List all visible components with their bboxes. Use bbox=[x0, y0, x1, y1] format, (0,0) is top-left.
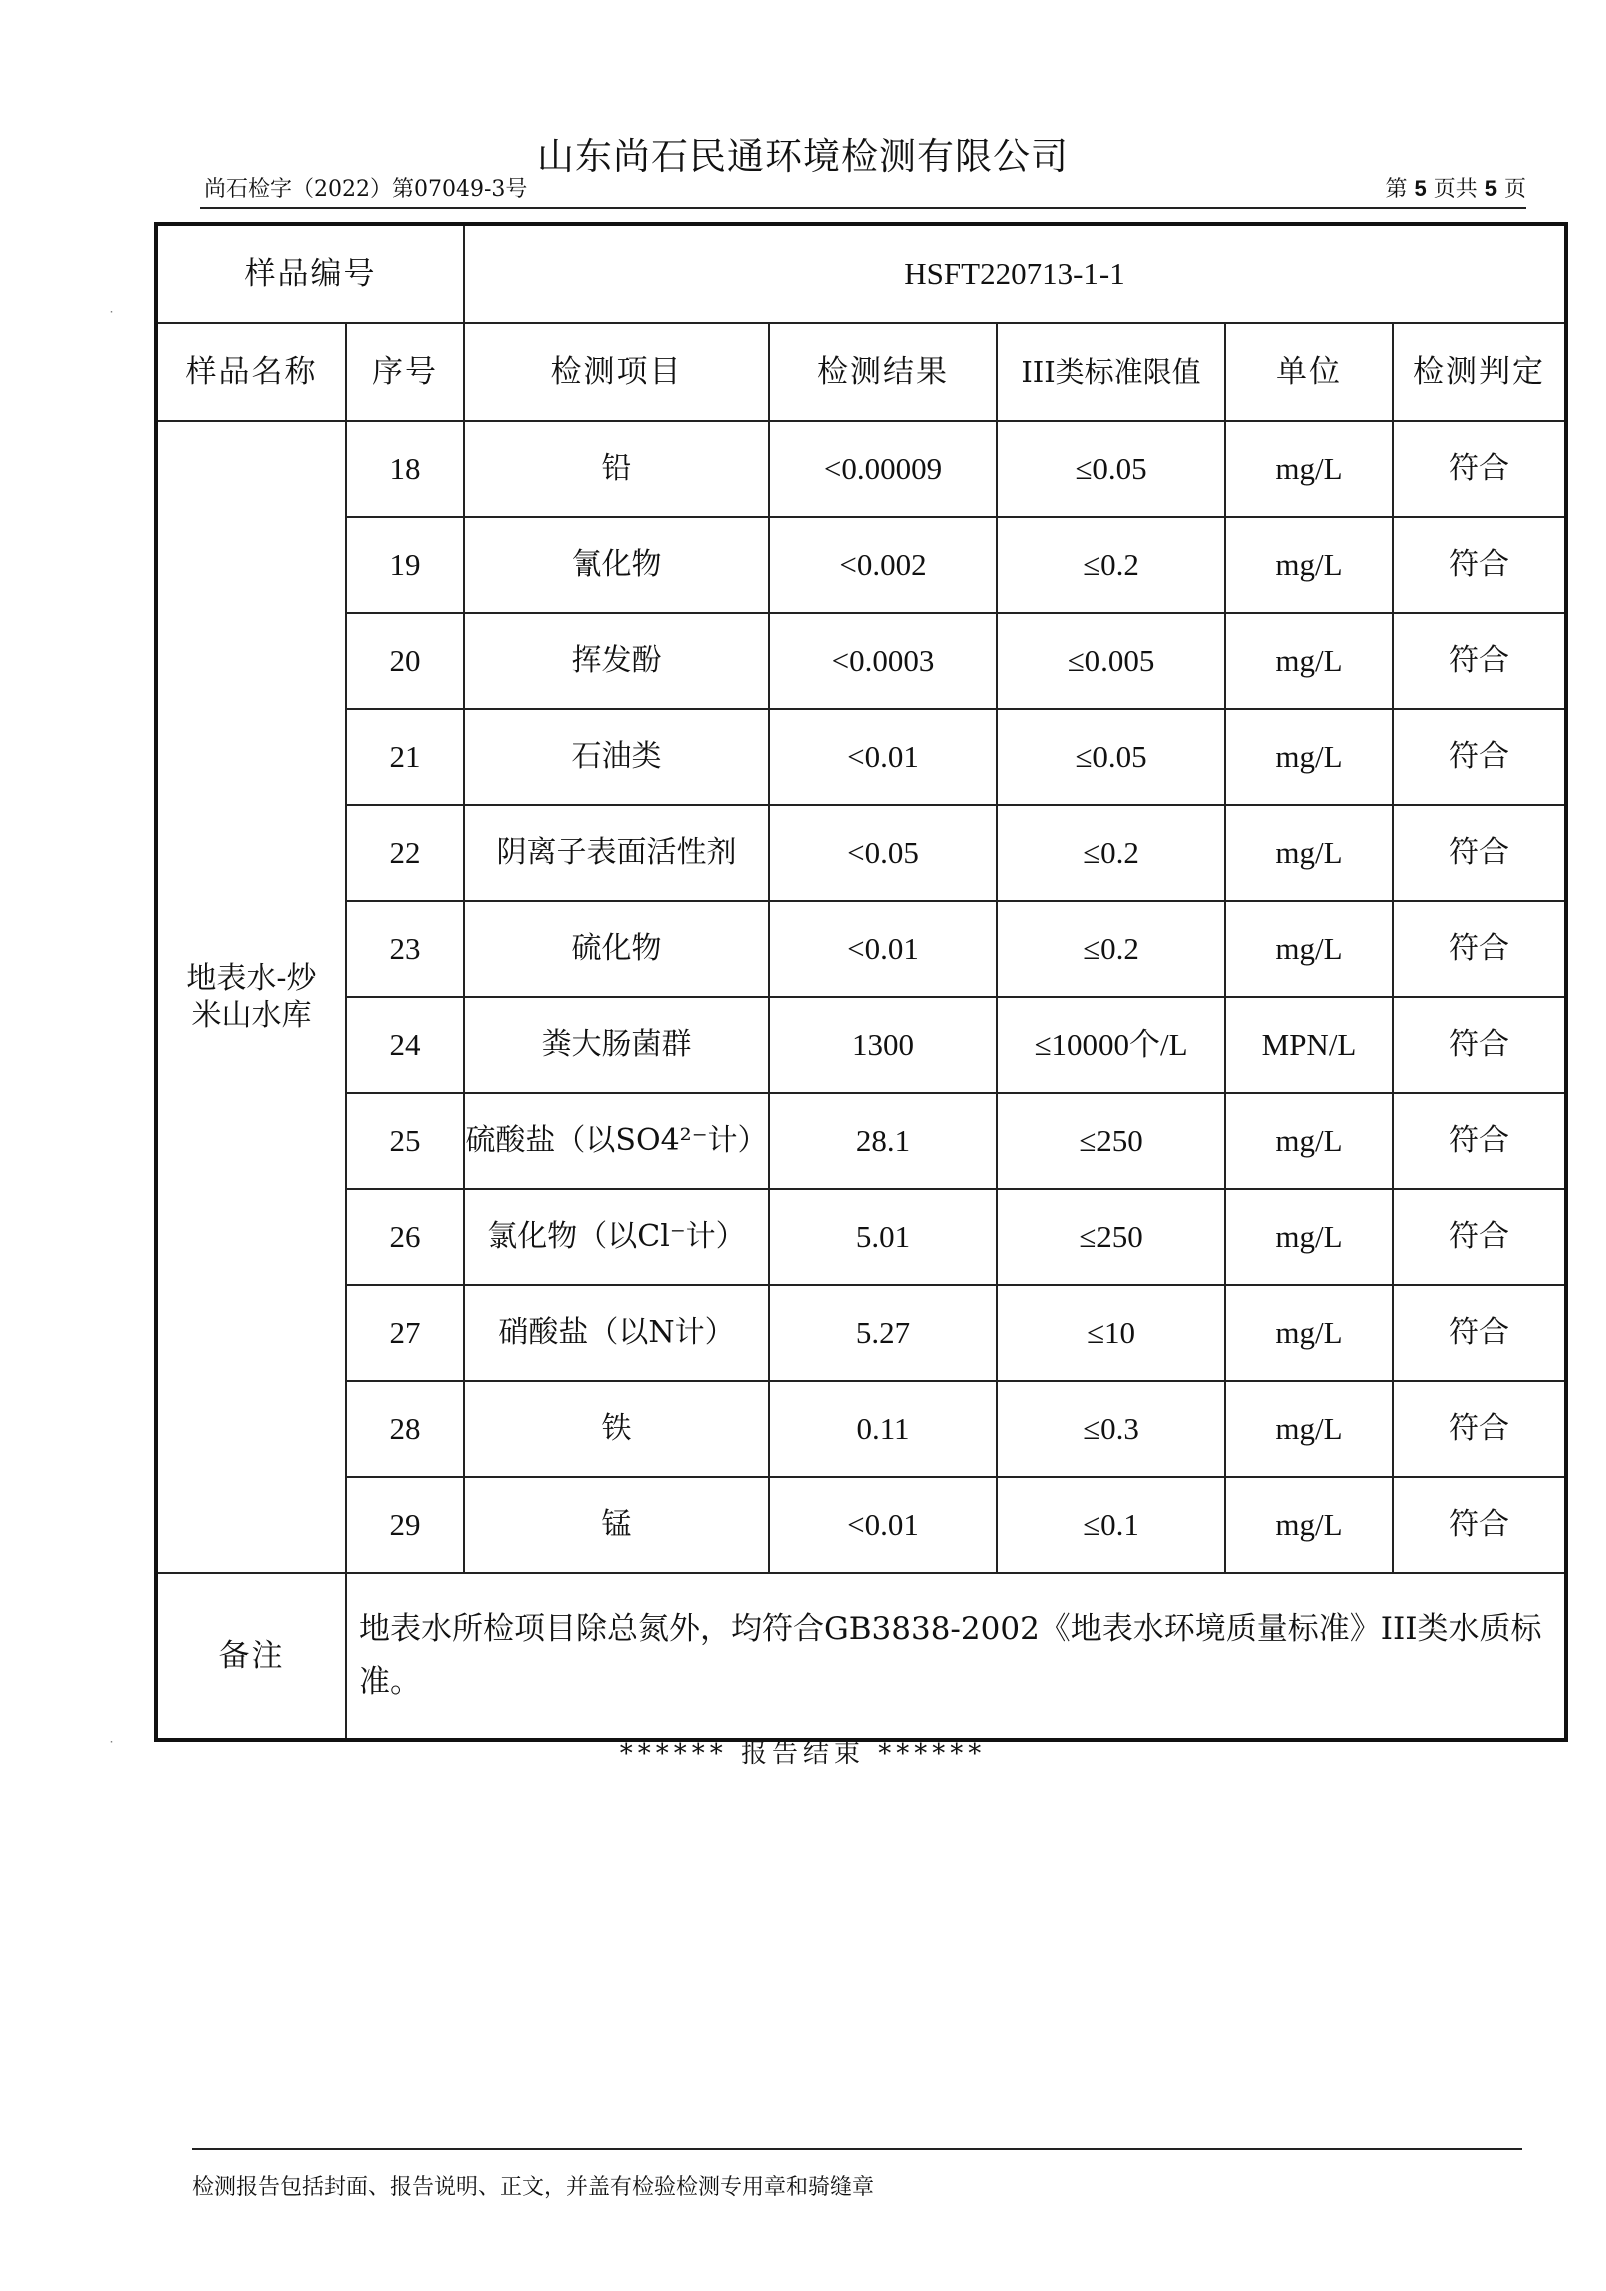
row-judge: 符合 bbox=[1393, 1285, 1566, 1381]
row-seq: 25 bbox=[346, 1093, 464, 1189]
row-unit: mg/L bbox=[1225, 1477, 1393, 1573]
col-header-sample-name: 样品名称 bbox=[156, 323, 346, 421]
row-item: 氰化物 bbox=[464, 517, 769, 613]
table-row bbox=[156, 613, 1566, 709]
table-row bbox=[156, 901, 1566, 997]
row-result: <0.05 bbox=[769, 805, 997, 901]
note-label: 备注 bbox=[156, 1573, 346, 1740]
row-result: <0.0003 bbox=[769, 613, 997, 709]
row-unit: mg/L bbox=[1225, 1381, 1393, 1477]
note-row bbox=[156, 1573, 1566, 1740]
sample-name-cell: 地表水-炒米山水库 bbox=[156, 421, 346, 1573]
row-seq: 21 bbox=[346, 709, 464, 805]
row-result: <0.01 bbox=[769, 901, 997, 997]
row-judge: 符合 bbox=[1393, 613, 1566, 709]
row-seq: 24 bbox=[346, 997, 464, 1093]
page-middle: 页共 bbox=[1433, 177, 1478, 202]
row-judge: 符合 bbox=[1393, 1477, 1566, 1573]
row-unit: mg/L bbox=[1225, 709, 1393, 805]
row-seq: 27 bbox=[346, 1285, 464, 1381]
row-result: <0.00009 bbox=[769, 421, 997, 517]
row-result: 0.11 bbox=[769, 1381, 997, 1477]
table-row bbox=[156, 517, 1566, 613]
row-unit: mg/L bbox=[1225, 1093, 1393, 1189]
row-seq: 23 bbox=[346, 901, 464, 997]
table-row bbox=[156, 421, 1566, 517]
margin-mark: ˙ bbox=[108, 310, 115, 326]
row-item: 粪大肠菌群 bbox=[464, 997, 769, 1093]
table-row bbox=[156, 805, 1566, 901]
row-judge: 符合 bbox=[1393, 709, 1566, 805]
row-seq: 26 bbox=[346, 1189, 464, 1285]
row-limit: ≤0.2 bbox=[997, 901, 1225, 997]
header-divider bbox=[200, 207, 1526, 209]
col-header-unit: 单位 bbox=[1225, 323, 1393, 421]
footer-note: 检测报告包括封面、报告说明、正文，并盖有检验检测专用章和骑缝章 bbox=[192, 2175, 875, 2200]
row-judge: 符合 bbox=[1393, 1381, 1566, 1477]
row-result: 1300 bbox=[769, 997, 997, 1093]
report-end-marker: ****** 报告结束 ****** bbox=[619, 1739, 987, 1769]
sample-number-value: HSFT220713-1-1 bbox=[464, 224, 1566, 323]
row-result: 5.01 bbox=[769, 1189, 997, 1285]
row-judge: 符合 bbox=[1393, 1093, 1566, 1189]
row-seq: 29 bbox=[346, 1477, 464, 1573]
col-header-judge: 检测判定 bbox=[1393, 323, 1566, 421]
row-item: 锰 bbox=[464, 1477, 769, 1573]
row-limit: ≤0.3 bbox=[997, 1381, 1225, 1477]
row-unit: mg/L bbox=[1225, 1285, 1393, 1381]
company-title: 山东尚石民通环境检测有限公司 bbox=[537, 135, 1069, 178]
col-header-seq: 序号 bbox=[346, 323, 464, 421]
row-judge: 符合 bbox=[1393, 421, 1566, 517]
row-unit: mg/L bbox=[1225, 805, 1393, 901]
row-limit: ≤0.2 bbox=[997, 517, 1225, 613]
col-header-limit: III类标准限值 bbox=[997, 323, 1225, 421]
row-unit: mg/L bbox=[1225, 901, 1393, 997]
row-seq: 28 bbox=[346, 1381, 464, 1477]
row-limit: ≤0.1 bbox=[997, 1477, 1225, 1573]
row-limit: ≤250 bbox=[997, 1093, 1225, 1189]
row-seq: 20 bbox=[346, 613, 464, 709]
row-result: <0.01 bbox=[769, 1477, 997, 1573]
row-limit: ≤10000个/L bbox=[997, 997, 1225, 1093]
table-row bbox=[156, 1093, 1566, 1189]
table-row bbox=[156, 1189, 1566, 1285]
sample-number-row bbox=[156, 224, 1566, 323]
test-result-table bbox=[154, 222, 1568, 1742]
row-unit: mg/L bbox=[1225, 1189, 1393, 1285]
row-judge: 符合 bbox=[1393, 517, 1566, 613]
row-item: 石油类 bbox=[464, 709, 769, 805]
row-judge: 符合 bbox=[1393, 901, 1566, 997]
row-item: 铅 bbox=[464, 421, 769, 517]
row-limit: ≤0.05 bbox=[997, 709, 1225, 805]
row-item: 挥发酚 bbox=[464, 613, 769, 709]
row-unit: mg/L bbox=[1225, 613, 1393, 709]
row-item: 阴离子表面活性剂 bbox=[464, 805, 769, 901]
row-seq: 18 bbox=[346, 421, 464, 517]
page-indicator bbox=[1385, 172, 1526, 203]
col-header-item: 检测项目 bbox=[464, 323, 769, 421]
col-header-result: 检测结果 bbox=[769, 323, 997, 421]
sample-number-label: 样品编号 bbox=[156, 224, 464, 323]
row-unit: mg/L bbox=[1225, 421, 1393, 517]
row-item: 硫化物 bbox=[464, 901, 769, 997]
page-total: 5 bbox=[1484, 176, 1497, 201]
row-judge: 符合 bbox=[1393, 997, 1566, 1093]
row-seq: 22 bbox=[346, 805, 464, 901]
row-result: <0.01 bbox=[769, 709, 997, 805]
report-number: 尚石检字（2022）第07049-3号 bbox=[204, 177, 528, 202]
row-limit: ≤0.05 bbox=[997, 421, 1225, 517]
row-result: 5.27 bbox=[769, 1285, 997, 1381]
row-result: 28.1 bbox=[769, 1093, 997, 1189]
row-unit: MPN/L bbox=[1225, 997, 1393, 1093]
table-row bbox=[156, 1477, 1566, 1573]
row-result: <0.002 bbox=[769, 517, 997, 613]
row-seq: 19 bbox=[346, 517, 464, 613]
row-limit: ≤250 bbox=[997, 1189, 1225, 1285]
row-judge: 符合 bbox=[1393, 1189, 1566, 1285]
table-row bbox=[156, 997, 1566, 1093]
row-limit: ≤0.005 bbox=[997, 613, 1225, 709]
page-current: 5 bbox=[1414, 176, 1427, 201]
page-prefix: 第 bbox=[1385, 177, 1408, 202]
note-text: 地表水所检项目除总氮外，均符合GB3838-2002《地表水环境质量标准》III类水质标准。 bbox=[346, 1573, 1566, 1740]
row-item: 氯化物（以Cl⁻计） bbox=[464, 1189, 769, 1285]
margin-mark: ˙ bbox=[108, 1740, 115, 1756]
row-limit: ≤10 bbox=[997, 1285, 1225, 1381]
footer-divider bbox=[192, 2148, 1522, 2150]
table-row bbox=[156, 709, 1566, 805]
row-item: 铁 bbox=[464, 1381, 769, 1477]
table-row bbox=[156, 1285, 1566, 1381]
table-row bbox=[156, 1381, 1566, 1477]
row-judge: 符合 bbox=[1393, 805, 1566, 901]
row-unit: mg/L bbox=[1225, 517, 1393, 613]
column-header-row bbox=[156, 323, 1566, 421]
page-suffix: 页 bbox=[1503, 177, 1526, 202]
row-item: 硫酸盐（以SO4²⁻计） bbox=[464, 1093, 769, 1189]
row-limit: ≤0.2 bbox=[997, 805, 1225, 901]
row-item: 硝酸盐（以N计） bbox=[464, 1285, 769, 1381]
